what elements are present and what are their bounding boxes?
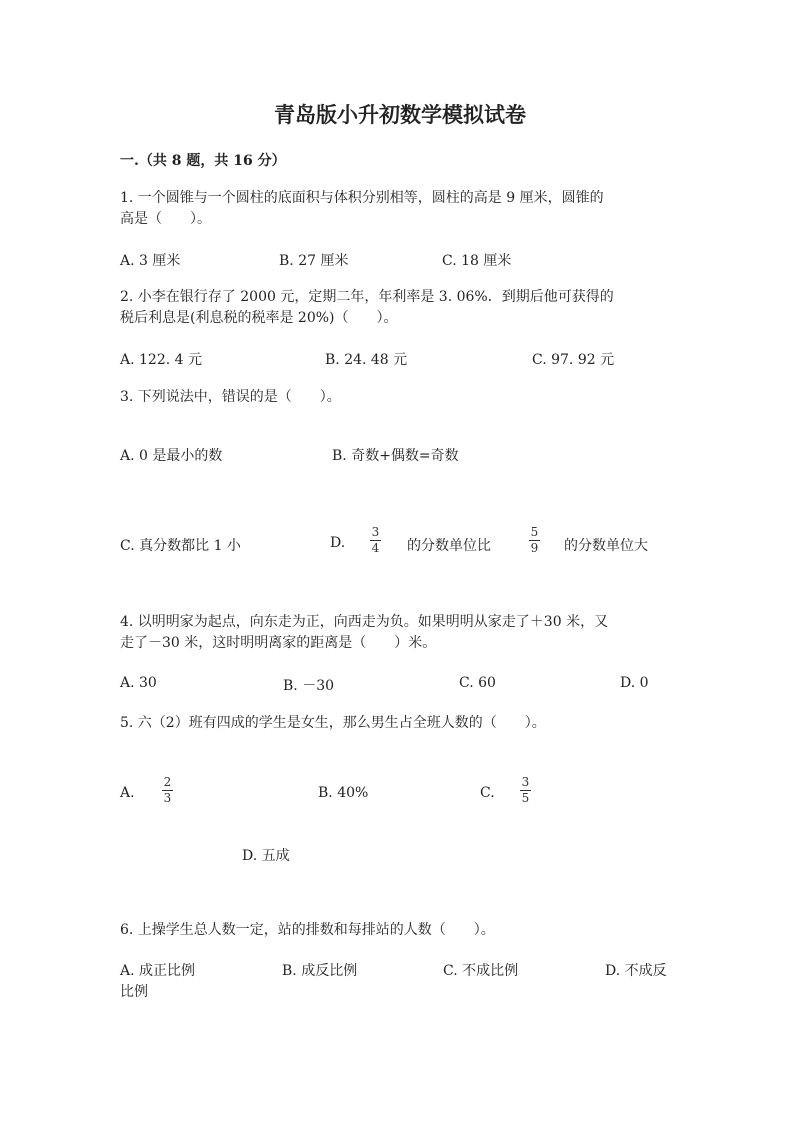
q5-option-d: D. 五成 [242,848,290,864]
fraction-denominator: 9 [530,541,539,555]
question-2 [120,287,680,329]
question-2-line-1: 2. 小李在银行存了 2000 元，定期二年，年利率是 3. 06%．到期后他可获得的 [120,289,614,305]
q3-fraction-5-9 [529,526,540,555]
q6-option-b: B. 成反比例 [282,963,358,979]
fraction-numerator: 2 [163,775,172,789]
fraction-denominator: 5 [521,791,530,805]
question-4-line-2: 走了－30 米，这时明明离家的距离是（ ）米。 [120,635,437,651]
q3-option-a: A. 0 是最小的数 [120,448,223,464]
q4-option-c: C. 60 [459,675,496,691]
q6-option-c: C. 不成比例 [443,963,519,979]
question-6: 6. 上操学生总人数一定，站的排数和每排站的人数（ ）。 [120,922,495,938]
fraction-numerator: 5 [530,525,539,539]
question-4 [120,612,680,654]
q5-option-a-label: A. [120,785,135,801]
q6-option-d: D. 不成反 [605,963,667,979]
fraction-numerator: 3 [521,775,530,789]
fraction-numerator: 3 [371,525,380,539]
question-1 [120,188,680,230]
q2-option-c: C. 97. 92 元 [532,352,615,368]
q1-option-c: C. 18 厘米 [442,253,512,269]
q5-option-b: B. 40% [318,785,369,801]
page-title: 青岛版小升初数学模拟试卷 [274,102,526,127]
question-5: 5. 六（2）班有四成的学生是女生，那么男生占全班人数的（ ）。 [120,715,546,731]
question-3: 3. 下列说法中，错误的是（ ）。 [120,389,341,405]
question-4-line-1: 4. 以明明家为起点，向东走为正，向西走为负。如果明明从家走了＋30 米，又 [120,614,609,630]
q3-option-d-middle-text: 的分数单位比 [407,538,491,554]
fraction-denominator: 3 [163,791,172,805]
q6-option-d-continuation: 比例 [120,984,148,1000]
fraction-denominator: 4 [371,541,380,555]
q5-option-c-label: C. [480,785,495,801]
q3-option-b: B. 奇数+偶数=奇数 [332,448,459,464]
q5-fraction-3-5 [520,776,531,805]
q1-option-a: A. 3 厘米 [120,253,181,269]
section-heading: 一.（共 8 题，共 16 分） [120,153,286,169]
q6-option-a: A. 成正比例 [120,963,196,979]
question-1-line-2: 高是（ ）。 [120,211,211,227]
q3-fraction-3-4 [370,526,381,555]
question-1-line-1: 1. 一个圆锥与一个圆柱的底面积与体积分别相等，圆柱的高是 9 厘米，圆锥的 [120,190,604,206]
q1-option-b: B. 27 厘米 [279,253,349,269]
q4-option-b: B. －30 [283,678,335,694]
q3-option-c: C. 真分数都比 1 小 [120,538,241,554]
q4-option-d: D. 0 [620,675,649,691]
q5-fraction-2-3 [162,776,173,805]
q4-option-a: A. 30 [120,675,157,691]
q3-option-d-label: D. [330,535,346,551]
question-2-line-2: 税后利息是(利息税的税率是 20%)（ ）。 [120,310,398,326]
q2-option-a: A. 122. 4 元 [120,352,202,368]
q2-option-b: B. 24. 48 元 [325,352,408,368]
q3-option-d-suffix-text: 的分数单位大 [564,538,648,554]
